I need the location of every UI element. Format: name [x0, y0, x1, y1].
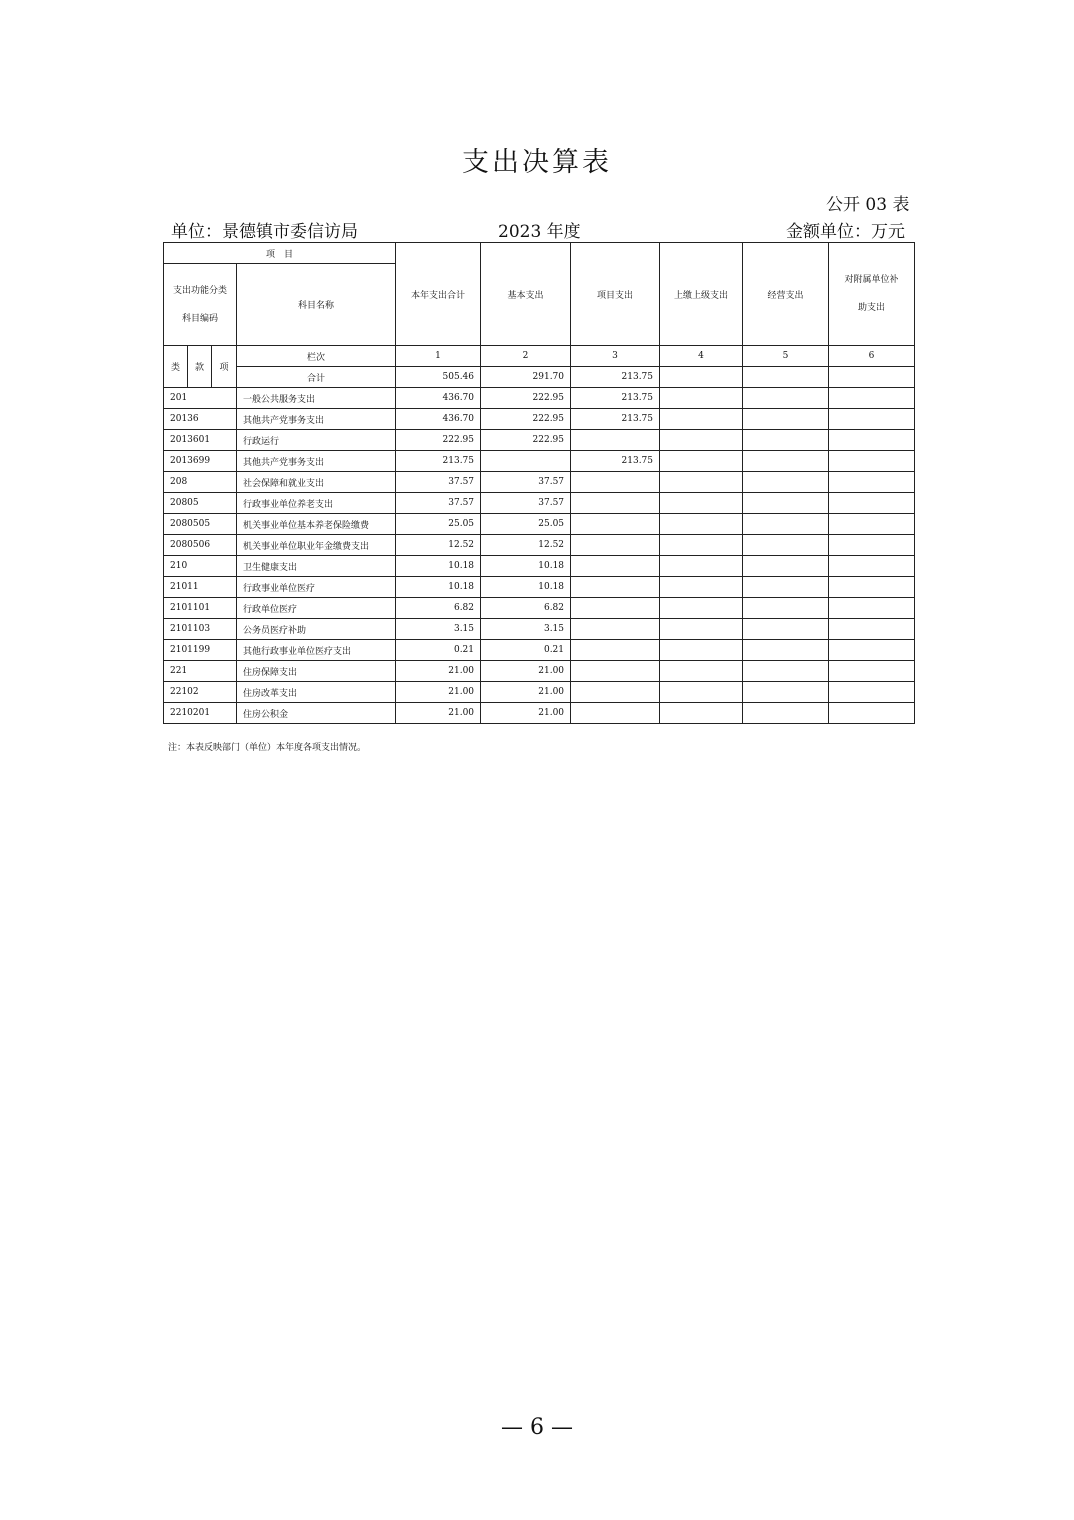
row-code: 20805 [164, 493, 237, 514]
row-basic: 222.95 [481, 409, 571, 430]
header-kuan: 款 [188, 346, 212, 388]
row-basic [481, 451, 571, 472]
table-row [164, 388, 915, 409]
page-title: 支出决算表 [462, 147, 612, 178]
row-business [743, 451, 829, 472]
row-upper [660, 451, 743, 472]
row-project: 213.75 [571, 409, 660, 430]
table-body [164, 388, 915, 724]
row-name: 行政单位医疗 [237, 598, 396, 619]
row-upper [660, 661, 743, 682]
row-project [571, 640, 660, 661]
table-row [164, 598, 915, 619]
header-subject-name: 科目名称 [237, 264, 396, 346]
row-code: 201 [164, 388, 237, 409]
row-business [743, 619, 829, 640]
row-name: 公务员医疗补助 [237, 619, 396, 640]
row-business [743, 598, 829, 619]
row-name: 社会保障和就业支出 [237, 472, 396, 493]
total-total: 505.46 [396, 367, 481, 388]
row-total: 436.70 [396, 409, 481, 430]
row-upper [660, 556, 743, 577]
header-subsidy-line2: 助支出 [858, 303, 886, 313]
col-number: 5 [743, 346, 829, 367]
row-project [571, 430, 660, 451]
header-lanci: 栏次 [237, 346, 396, 367]
row-subsidy [829, 619, 915, 640]
row-upper [660, 682, 743, 703]
row-business [743, 430, 829, 451]
row-name: 行政事业单位养老支出 [237, 493, 396, 514]
row-name: 卫生健康支出 [237, 556, 396, 577]
table-meta [163, 217, 913, 241]
row-subsidy [829, 682, 915, 703]
col-number: 4 [660, 346, 743, 367]
row-project: 213.75 [571, 388, 660, 409]
row-total: 25.05 [396, 514, 481, 535]
row-project: 213.75 [571, 451, 660, 472]
row-upper [660, 535, 743, 556]
row-total: 21.00 [396, 682, 481, 703]
table-row [164, 703, 915, 724]
row-upper [660, 598, 743, 619]
row-code: 20136 [164, 409, 237, 430]
row-business [743, 661, 829, 682]
row-basic: 6.82 [481, 598, 571, 619]
year-label: 2023 年度 [498, 222, 581, 242]
row-project [571, 598, 660, 619]
header-func-code-line2: 科目编码 [181, 313, 218, 324]
row-subsidy [829, 598, 915, 619]
row-basic: 10.18 [481, 556, 571, 577]
header-project-exp: 项目支出 [571, 243, 660, 346]
row-name: 住房保障支出 [237, 661, 396, 682]
row-code: 2013601 [164, 430, 237, 451]
row-upper [660, 514, 743, 535]
row-code: 2080505 [164, 514, 237, 535]
row-basic: 10.18 [481, 577, 571, 598]
row-business [743, 682, 829, 703]
row-basic: 222.95 [481, 430, 571, 451]
table-row [164, 451, 915, 472]
total-row [164, 367, 915, 388]
row-name: 其他共产党事务支出 [237, 451, 396, 472]
header-total: 本年支出合计 [396, 243, 481, 346]
row-basic: 21.00 [481, 682, 571, 703]
table-row [164, 682, 915, 703]
row-business [743, 535, 829, 556]
header-business: 经营支出 [743, 243, 829, 346]
row-code: 210 [164, 556, 237, 577]
row-project [571, 703, 660, 724]
total-basic: 291.70 [481, 367, 571, 388]
table-row [164, 619, 915, 640]
row-total: 222.95 [396, 430, 481, 451]
row-name: 其他行政事业单位医疗支出 [237, 640, 396, 661]
row-basic: 21.00 [481, 661, 571, 682]
row-business [743, 703, 829, 724]
row-code: 2101103 [164, 619, 237, 640]
total-business [743, 367, 829, 388]
row-upper [660, 472, 743, 493]
row-basic: 37.57 [481, 472, 571, 493]
row-upper [660, 577, 743, 598]
row-code: 2101101 [164, 598, 237, 619]
row-code: 221 [164, 661, 237, 682]
row-total: 213.75 [396, 451, 481, 472]
header-project: 项 目 [164, 243, 396, 264]
row-basic: 21.00 [481, 703, 571, 724]
row-name: 机关事业单位基本养老保险缴费 [237, 514, 396, 535]
row-basic: 37.57 [481, 493, 571, 514]
row-subsidy [829, 493, 915, 514]
total-upper [660, 367, 743, 388]
row-upper [660, 409, 743, 430]
row-subsidy [829, 703, 915, 724]
row-project [571, 535, 660, 556]
row-basic: 25.05 [481, 514, 571, 535]
row-subsidy [829, 451, 915, 472]
row-business [743, 640, 829, 661]
row-name: 其他共产党事务支出 [237, 409, 396, 430]
row-total: 10.18 [396, 556, 481, 577]
row-subsidy [829, 514, 915, 535]
table-row [164, 514, 915, 535]
row-total: 3.15 [396, 619, 481, 640]
row-basic: 0.21 [481, 640, 571, 661]
row-subsidy [829, 661, 915, 682]
row-total: 12.52 [396, 535, 481, 556]
row-code: 2013699 [164, 451, 237, 472]
total-label: 合计 [237, 367, 396, 388]
header-upper: 上缴上级支出 [660, 243, 743, 346]
row-subsidy [829, 577, 915, 598]
header-xiang: 项 [212, 346, 237, 388]
row-basic: 12.52 [481, 535, 571, 556]
table-row [164, 577, 915, 598]
row-code: 208 [164, 472, 237, 493]
table-row [164, 430, 915, 451]
row-code: 21011 [164, 577, 237, 598]
row-project [571, 577, 660, 598]
row-subsidy [829, 535, 915, 556]
row-project [571, 472, 660, 493]
money-unit-label: 金额单位：万元 [786, 222, 905, 242]
page-number: — 6 — [501, 1415, 573, 1440]
row-subsidy [829, 430, 915, 451]
row-business [743, 472, 829, 493]
header-subsidy-line1: 对附属单位补 [844, 275, 899, 285]
row-business [743, 409, 829, 430]
row-name: 一般公共服务支出 [237, 388, 396, 409]
row-project [571, 661, 660, 682]
row-total: 21.00 [396, 703, 481, 724]
table-header [164, 243, 915, 388]
row-subsidy [829, 640, 915, 661]
total-project: 213.75 [571, 367, 660, 388]
table-row [164, 409, 915, 430]
row-name: 住房公积金 [237, 703, 396, 724]
row-subsidy [829, 472, 915, 493]
table-row [164, 661, 915, 682]
row-project [571, 682, 660, 703]
row-business [743, 493, 829, 514]
row-name: 行政运行 [237, 430, 396, 451]
form-number: 公开 03 表 [826, 195, 910, 215]
row-name: 行政事业单位医疗 [237, 577, 396, 598]
row-code: 22102 [164, 682, 237, 703]
row-total: 37.57 [396, 472, 481, 493]
expenditure-table [163, 242, 915, 724]
col-number: 3 [571, 346, 660, 367]
col-number: 2 [481, 346, 571, 367]
table-row [164, 535, 915, 556]
col-number: 6 [829, 346, 915, 367]
row-business [743, 514, 829, 535]
row-total: 10.18 [396, 577, 481, 598]
row-total: 0.21 [396, 640, 481, 661]
row-total: 436.70 [396, 388, 481, 409]
col-number: 1 [396, 346, 481, 367]
row-upper [660, 388, 743, 409]
table-row [164, 556, 915, 577]
total-subsidy [829, 367, 915, 388]
row-total: 37.57 [396, 493, 481, 514]
table-row [164, 640, 915, 661]
row-total: 21.00 [396, 661, 481, 682]
row-code: 2101199 [164, 640, 237, 661]
row-upper [660, 430, 743, 451]
row-name: 机关事业单位职业年金缴费支出 [237, 535, 396, 556]
header-func-code-line1: 支出功能分类 [172, 285, 227, 296]
table-row [164, 493, 915, 514]
header-lei: 类 [164, 346, 188, 388]
row-business [743, 556, 829, 577]
row-upper [660, 703, 743, 724]
row-business [743, 388, 829, 409]
row-project [571, 556, 660, 577]
row-upper [660, 619, 743, 640]
row-basic: 3.15 [481, 619, 571, 640]
row-project [571, 514, 660, 535]
row-basic: 222.95 [481, 388, 571, 409]
row-project [571, 619, 660, 640]
unit-label: 单位：景德镇市委信访局 [171, 222, 358, 242]
table-row [164, 472, 915, 493]
row-upper [660, 640, 743, 661]
header-subsidy [829, 243, 915, 346]
row-code: 2210201 [164, 703, 237, 724]
row-subsidy [829, 409, 915, 430]
row-total: 6.82 [396, 598, 481, 619]
row-business [743, 577, 829, 598]
row-name: 住房改革支出 [237, 682, 396, 703]
row-subsidy [829, 388, 915, 409]
footnote: 注：本表反映部门（单位）本年度各项支出情况。 [168, 743, 367, 753]
header-basic: 基本支出 [481, 243, 571, 346]
row-subsidy [829, 556, 915, 577]
header-func-code [164, 264, 237, 346]
row-upper [660, 493, 743, 514]
row-code: 2080506 [164, 535, 237, 556]
row-project [571, 493, 660, 514]
